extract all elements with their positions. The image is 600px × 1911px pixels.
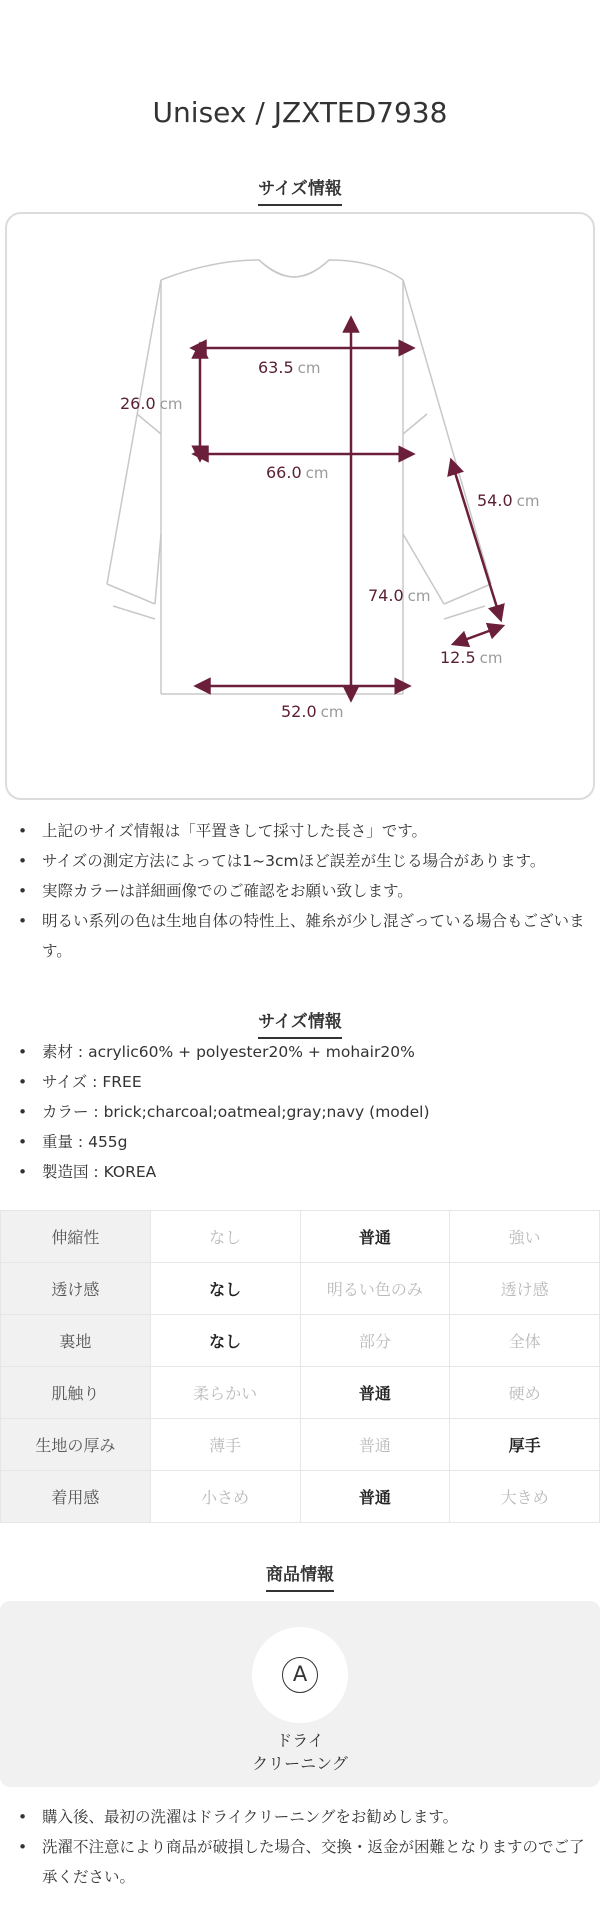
fabric-option: 透け感 [450,1263,600,1315]
fabric-option: 小さめ [150,1471,300,1523]
fabric-option: 大きめ [450,1471,600,1523]
spec-list [0,1037,600,1187]
fabric-option: 硬め [450,1367,600,1419]
chest-measure: 66.0 cm [266,463,329,482]
shoulder-measure: 63.5 cm [258,358,321,377]
fabric-option-selected: 普通 [300,1367,450,1419]
fabric-option: 全体 [450,1315,600,1367]
sleeve-measure: 54.0 cm [477,491,540,510]
care-instruction-box [0,1601,600,1787]
measure-lines [198,324,499,694]
size-diagram [5,212,595,800]
list-item: • 明るい系列の色は生地自体の特性上、雑糸が少し混ざっている場合もございます。 [0,906,600,966]
fabric-option-selected: 厚手 [450,1419,600,1471]
length-measure: 74.0 cm [368,586,431,605]
dry-clean-icon: A [282,1657,318,1693]
fabric-option: 普通 [300,1419,450,1471]
cuff-line [459,628,497,642]
spec-origin: • 製造国 : KOREA [0,1157,600,1187]
fabric-option: 柔らかい [150,1367,300,1419]
fabric-option: なし [150,1211,300,1263]
spec-weight: • 重量 : 455g [0,1127,600,1157]
care-label: ドライ クリーニング [252,1731,348,1773]
fabric-property-label: 生地の厚み [1,1419,151,1471]
spec-material: • 素材 : acrylic60% + polyester20% + mohair20% [0,1037,600,1067]
spec-heading: サイズ情報 [0,1007,600,1039]
product-info-heading: 商品情報 [0,1560,600,1592]
armhole-measure: 26.0 cm [120,394,183,413]
size-info-heading: サイズ情報 [0,174,600,206]
fabric-option-selected: 普通 [300,1211,450,1263]
fabric-option: 薄手 [150,1419,300,1471]
fabric-property-label: 伸縮性 [1,1211,151,1263]
fabric-option: 部分 [300,1315,450,1367]
fabric-property-label: 肌触り [1,1367,151,1419]
table-row [1,1263,600,1315]
spec-size: • サイズ : FREE [0,1067,600,1097]
care-notes-list [0,1802,600,1892]
table-row [1,1419,600,1471]
table-row [1,1471,600,1523]
hem-measure: 52.0 cm [281,702,344,721]
fabric-option: 明るい色のみ [300,1263,450,1315]
table-row [1,1315,600,1367]
fabric-option: 強い [450,1211,600,1263]
fabric-property-label: 着用感 [1,1471,151,1523]
fabric-property-label: 裏地 [1,1315,151,1367]
list-item: • 上記のサイズ情報は「平置きして採寸した長さ」です。 [0,816,600,846]
list-item: • 実際カラーは詳細画像でのご確認をお願い致します。 [0,876,600,906]
fabric-option-selected: なし [150,1263,300,1315]
fabric-property-table [0,1210,600,1523]
list-item: • 購入後、最初の洗濯はドライクリーニングをお勧めします。 [0,1802,600,1832]
care-icon-circle [252,1627,348,1723]
spec-color: • カラー : brick;charcoal;oatmeal;gray;navy (model) [0,1097,600,1127]
cuff-measure: 12.5 cm [440,648,503,667]
list-item: • サイズの測定方法によっては1~3cmほど誤差が生じる場合があります。 [0,846,600,876]
product-title: Unisex / JZXTED7938 [152,96,448,129]
fabric-property-label: 透け感 [1,1263,151,1315]
table-row [1,1367,600,1419]
table-row [1,1211,600,1263]
size-notes-list [0,816,600,966]
list-item: • 洗濯不注意により商品が破損した場合、交換・返金が困難となりますのでご了承ください。 [0,1832,600,1892]
fabric-option-selected: なし [150,1315,300,1367]
sleeve-line [453,466,499,614]
fabric-option-selected: 普通 [300,1471,450,1523]
